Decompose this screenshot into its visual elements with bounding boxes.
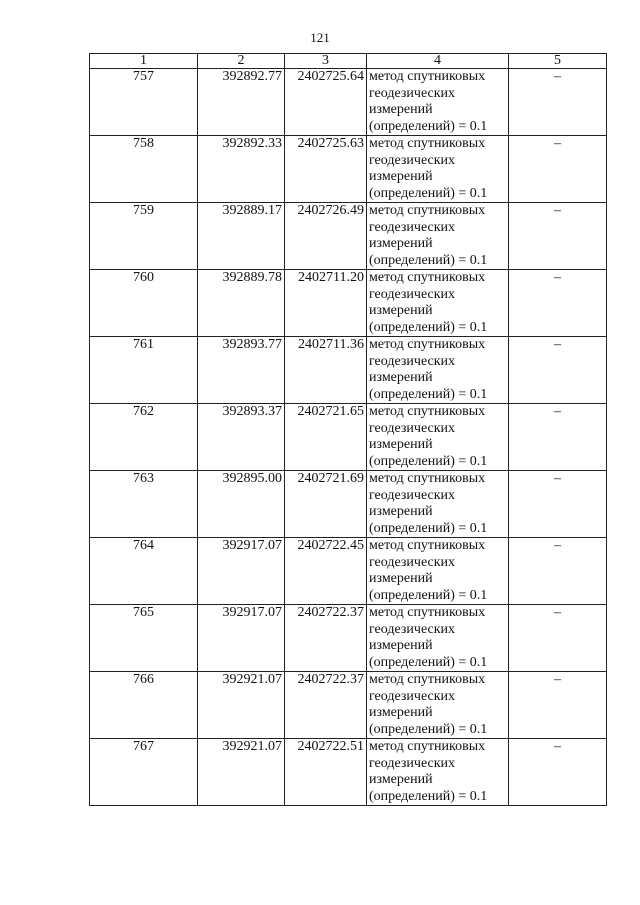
table-row xyxy=(90,136,607,203)
point-number-cell: 759 xyxy=(90,203,198,270)
x-coordinate-cell: 392889.17 xyxy=(198,203,285,270)
method-description-cell: метод спутниковых геодезических измерений (определений) = 0.1 xyxy=(367,337,509,404)
note-cell: – xyxy=(509,471,607,538)
table-row xyxy=(90,337,607,404)
coordinates-table xyxy=(89,53,607,806)
method-description-cell: метод спутниковых геодезических измерений (определений) = 0.1 xyxy=(367,136,509,203)
method-description-cell: метод спутниковых геодезических измерений (определений) = 0.1 xyxy=(367,270,509,337)
x-coordinate-cell: 392892.77 xyxy=(198,69,285,136)
x-coordinate-cell: 392893.77 xyxy=(198,337,285,404)
y-coordinate-cell: 2402711.36 xyxy=(285,337,367,404)
y-coordinate-cell: 2402711.20 xyxy=(285,270,367,337)
note-cell: – xyxy=(509,69,607,136)
table-row xyxy=(90,471,607,538)
note-cell: – xyxy=(509,203,607,270)
table-row xyxy=(90,69,607,136)
table-row xyxy=(90,672,607,739)
method-description-cell: метод спутниковых геодезических измерений (определений) = 0.1 xyxy=(367,69,509,136)
method-description-cell: метод спутниковых геодезических измерений (определений) = 0.1 xyxy=(367,471,509,538)
note-cell: – xyxy=(509,404,607,471)
x-coordinate-cell: 392921.07 xyxy=(198,672,285,739)
table-header-row xyxy=(90,54,607,69)
method-description-cell: метод спутниковых геодезических измерений (определений) = 0.1 xyxy=(367,404,509,471)
point-number-cell: 766 xyxy=(90,672,198,739)
y-coordinate-cell: 2402725.64 xyxy=(285,69,367,136)
x-coordinate-cell: 392917.07 xyxy=(198,605,285,672)
point-number-cell: 763 xyxy=(90,471,198,538)
column-header: 2 xyxy=(198,54,285,69)
x-coordinate-cell: 392895.00 xyxy=(198,471,285,538)
table-row xyxy=(90,739,607,806)
column-header: 4 xyxy=(367,54,509,69)
column-header: 1 xyxy=(90,54,198,69)
y-coordinate-cell: 2402721.65 xyxy=(285,404,367,471)
y-coordinate-cell: 2402722.37 xyxy=(285,672,367,739)
note-cell: – xyxy=(509,136,607,203)
y-coordinate-cell: 2402722.51 xyxy=(285,739,367,806)
table-row xyxy=(90,605,607,672)
point-number-cell: 767 xyxy=(90,739,198,806)
x-coordinate-cell: 392893.37 xyxy=(198,404,285,471)
note-cell: – xyxy=(509,538,607,605)
method-description-cell: метод спутниковых геодезических измерений (определений) = 0.1 xyxy=(367,739,509,806)
y-coordinate-cell: 2402725.63 xyxy=(285,136,367,203)
page-number: 121 xyxy=(310,30,330,45)
y-coordinate-cell: 2402726.49 xyxy=(285,203,367,270)
point-number-cell: 764 xyxy=(90,538,198,605)
method-description-cell: метод спутниковых геодезических измерений (определений) = 0.1 xyxy=(367,672,509,739)
table-row xyxy=(90,203,607,270)
x-coordinate-cell: 392889.78 xyxy=(198,270,285,337)
note-cell: – xyxy=(509,270,607,337)
column-header: 5 xyxy=(509,54,607,69)
y-coordinate-cell: 2402722.37 xyxy=(285,605,367,672)
point-number-cell: 765 xyxy=(90,605,198,672)
point-number-cell: 761 xyxy=(90,337,198,404)
y-coordinate-cell: 2402722.45 xyxy=(285,538,367,605)
table-body xyxy=(90,69,607,806)
point-number-cell: 757 xyxy=(90,69,198,136)
table-row xyxy=(90,538,607,605)
x-coordinate-cell: 392921.07 xyxy=(198,739,285,806)
method-description-cell: метод спутниковых геодезических измерений (определений) = 0.1 xyxy=(367,538,509,605)
note-cell: – xyxy=(509,672,607,739)
x-coordinate-cell: 392892.33 xyxy=(198,136,285,203)
x-coordinate-cell: 392917.07 xyxy=(198,538,285,605)
table-row xyxy=(90,270,607,337)
note-cell: – xyxy=(509,739,607,806)
table-row xyxy=(90,404,607,471)
note-cell: – xyxy=(509,337,607,404)
method-description-cell: метод спутниковых геодезических измерений (определений) = 0.1 xyxy=(367,605,509,672)
point-number-cell: 758 xyxy=(90,136,198,203)
y-coordinate-cell: 2402721.69 xyxy=(285,471,367,538)
point-number-cell: 762 xyxy=(90,404,198,471)
point-number-cell: 760 xyxy=(90,270,198,337)
note-cell: – xyxy=(509,605,607,672)
column-header: 3 xyxy=(285,54,367,69)
method-description-cell: метод спутниковых геодезических измерений (определений) = 0.1 xyxy=(367,203,509,270)
